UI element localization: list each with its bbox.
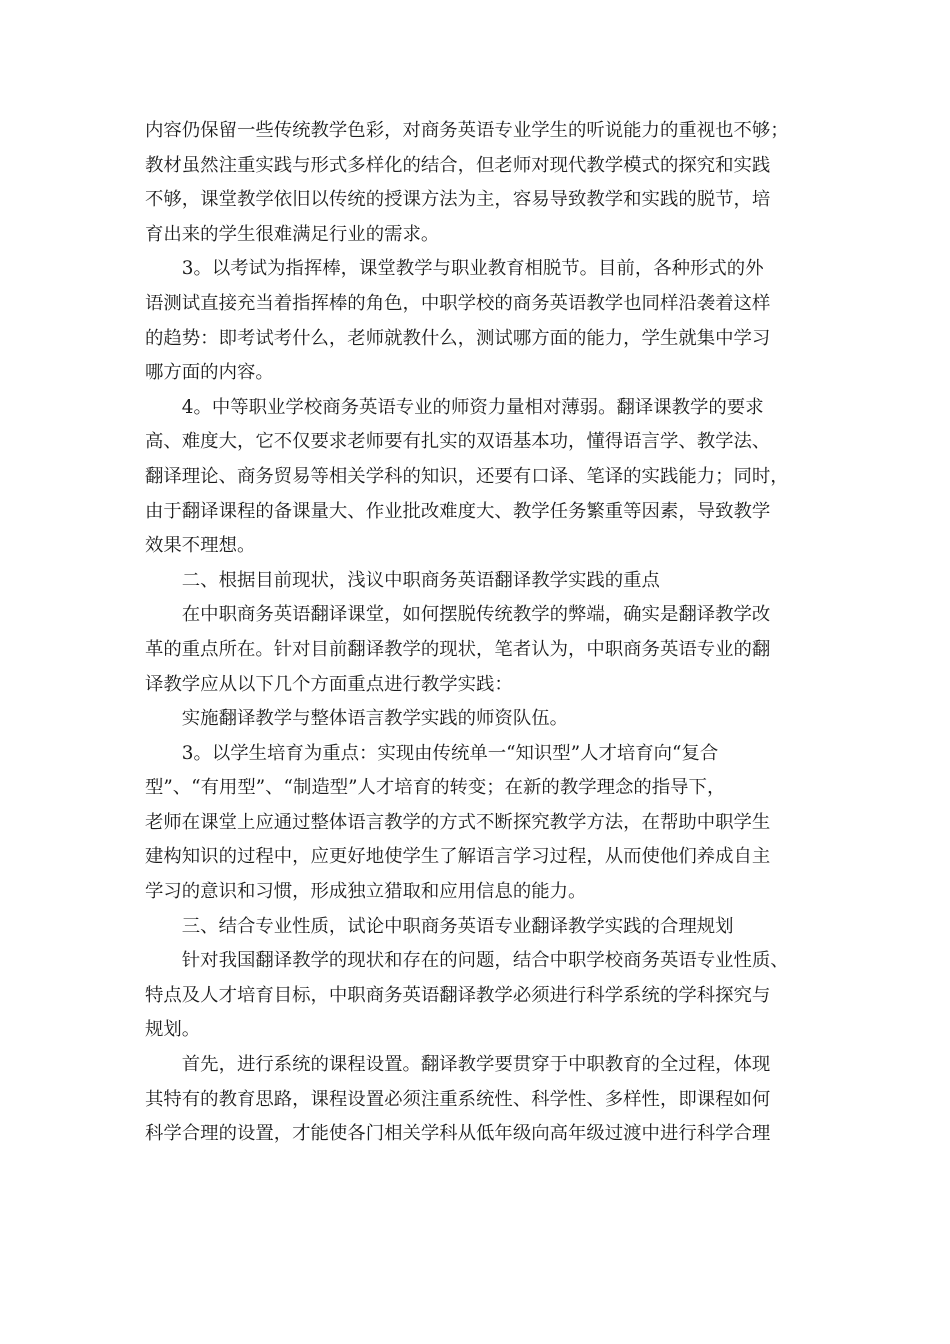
text-line: 学习的意识和习惯，形成独立猎取和应用信息的能力。 xyxy=(145,881,587,903)
document-body xyxy=(145,114,825,1152)
text-line: 高、难度大，它不仅要求老师要有扎实的双语基本功，懂得语言学、教学法、 xyxy=(145,431,771,453)
text-line: 哪方面的内容。 xyxy=(145,362,274,384)
text-line: 内容仍保留一些传统教学色彩，对商务英语专业学生的听说能力的重视也不够； xyxy=(145,120,789,141)
text-line: 翻译理论、商务贸易等相关学科的知识，还要有口译、笔译的实践能力；同时， xyxy=(145,465,789,487)
section-heading: 三、结合专业性质，试论中职商务英语专业翻译教学实践的合理规划 xyxy=(145,915,734,937)
text-line: 在中职商务英语翻译课堂，如何摆脱传统教学的弊端，确实是翻译教学改 xyxy=(145,604,771,626)
text-line: 老师在课堂上应通过整体语言教学的方式不断探究教学方法，在帮助中职学生 xyxy=(145,811,771,833)
text-line: 不够，课堂教学依旧以传统的授课方法为主，容易导致教学和实践的脱节，培 xyxy=(145,189,771,211)
text-line: 特点及人才培育目标，中职商务英语翻译教学必须进行科学系统的学科探究与 xyxy=(145,984,771,1006)
text-line: 由于翻译课程的备课量大、作业批改难度大、教学任务繁重等因素，导致教学 xyxy=(145,500,771,522)
text-line: 教材虽然注重实践与形式多样化的结合，但老师对现代教学模式的探究和实践 xyxy=(145,154,771,176)
text-line: 3。以考试为指挥棒，课堂教学与职业教育相脱节。目前，各种形式的外 xyxy=(145,258,764,280)
section-heading: 二、根据目前现状，浅议中职商务英语翻译教学实践的重点 xyxy=(145,569,660,591)
text-line: 其特有的教育思路，课程设置必须注重系统性、科学性、多样性，即课程如何 xyxy=(145,1088,771,1110)
text-line: 效果不理想。 xyxy=(145,535,256,557)
text-line: 4。中等职业学校商务英语专业的师资力量相对薄弱。翻译课教学的要求 xyxy=(145,396,764,418)
text-line: 科学合理的设置，才能使各门相关学科从低年级向高年级过渡中进行科学合理 xyxy=(145,1123,771,1145)
text-line: 型”、“有用型”、“制造型”人才培育的转变；在新的教学理念的指导下， xyxy=(145,777,726,799)
text-line: 的趋势：即考试考什么，老师就教什么，测试哪方面的能力，学生就集中学习 xyxy=(145,327,771,349)
text-line: 建构知识的过程中，应更好地使学生了解语言学习过程，从而使他们养成自主 xyxy=(145,846,771,868)
text-line: 规划。 xyxy=(145,1019,201,1041)
text-line: 针对我国翻译教学的现状和存在的问题，结合中职学校商务英语专业性质、 xyxy=(145,950,789,972)
text-line: 首先，进行系统的课程设置。翻译教学要贯穿于中职教育的全过程，体现 xyxy=(145,1054,771,1076)
text-line: 育出来的学生很难满足行业的需求。 xyxy=(145,223,440,245)
text-line: 实施翻译教学与整体语言教学实践的师资队伍。 xyxy=(145,708,568,730)
text-line: 革的重点所在。针对目前翻译教学的现状，笔者认为，中职商务英语专业的翻 xyxy=(145,638,771,660)
text-line: 译教学应从以下几个方面重点进行教学实践： xyxy=(145,673,513,695)
text-line: 语测试直接充当着指挥棒的角色，中职学校的商务英语教学也同样沿袭着这样 xyxy=(145,292,771,314)
text-line: 3。以学生培育为重点：实现由传统单一“知识型”人才培育向“复合 xyxy=(145,742,719,764)
